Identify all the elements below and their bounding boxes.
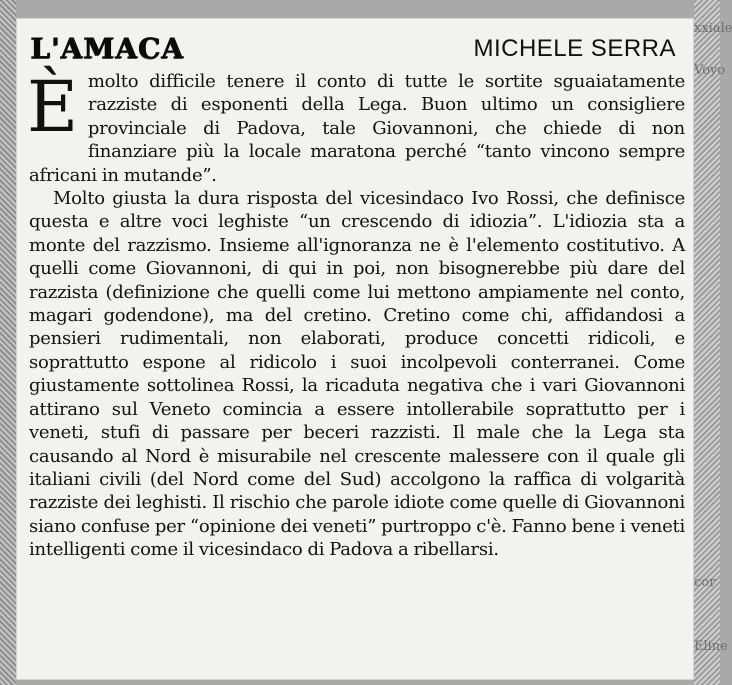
paragraph-text: molto difficile tenere il conto di tutte le sortite sguaiatamente razziste di esponenti della Lega. Buon ultimo un consigliere provinciale di Padova, tale Giovannoni, che chiede di non finanziare più la locale maratona perché “tanto vincono sempre africani in mutande”. [29, 71, 685, 186]
column-rubric-title: L'AMACA [30, 32, 184, 65]
bleed-through-text: xxiale [694, 21, 732, 36]
bleed-through-text: Voyo [694, 63, 726, 78]
drop-cap: È [27, 66, 78, 148]
article-paragraph: Molto giusta la dura risposta del vicesindaco Ivo Rossi, che definisce questa e altre voci leghiste “un crescendo di idiozia”. L'idiozia sta a monte del razzismo. Insieme all'ignoranza ne è l'elemento costitutivo. A quelli come Giovannoni, di qui in poi, non bisognerebbe più dare del razzista (definizione che quelli come lui mettono ampiamente nel conto, magari godendone), ma del cretino. Cretino come chi, affidandosi a pensieri rudimentali, non elaborati, produce concetti ridicoli, e soprattutto espone al ridicolo i suoi incolpevoli conterranei. Come giustamente sottolinea Rossi, la ricaduta negativa che i vari Giovannoni attirano sul Veneto comincia a essere intollerabile soprattutto per i veneti, stufi di passare per beceri razzisti. Il male che la Lega sta causando al Nord è misurabile nel crescente malessere con il quale gli italiani civili (del Nord come del Sud) accolgono la raffica di volgarità razziste dei leghisti. Il rischio che parole idiote come quelle di Giovannoni siano confuse per “opinione dei veneti” purtroppo c'è. Fanno bene i veneti intelligenti come il vicesindaco di Padova a ribellarsi. [29, 188, 685, 561]
article-body [27, 66, 685, 562]
newspaper-column [16, 18, 694, 680]
author-byline: MICHELE SERRA [473, 35, 676, 62]
adjacent-page-strip-left [0, 0, 16, 685]
bleed-through-text: cor [694, 575, 716, 590]
column-masthead [30, 28, 676, 66]
bleed-through-text: Eline [694, 639, 728, 654]
article-paragraph [27, 66, 685, 187]
